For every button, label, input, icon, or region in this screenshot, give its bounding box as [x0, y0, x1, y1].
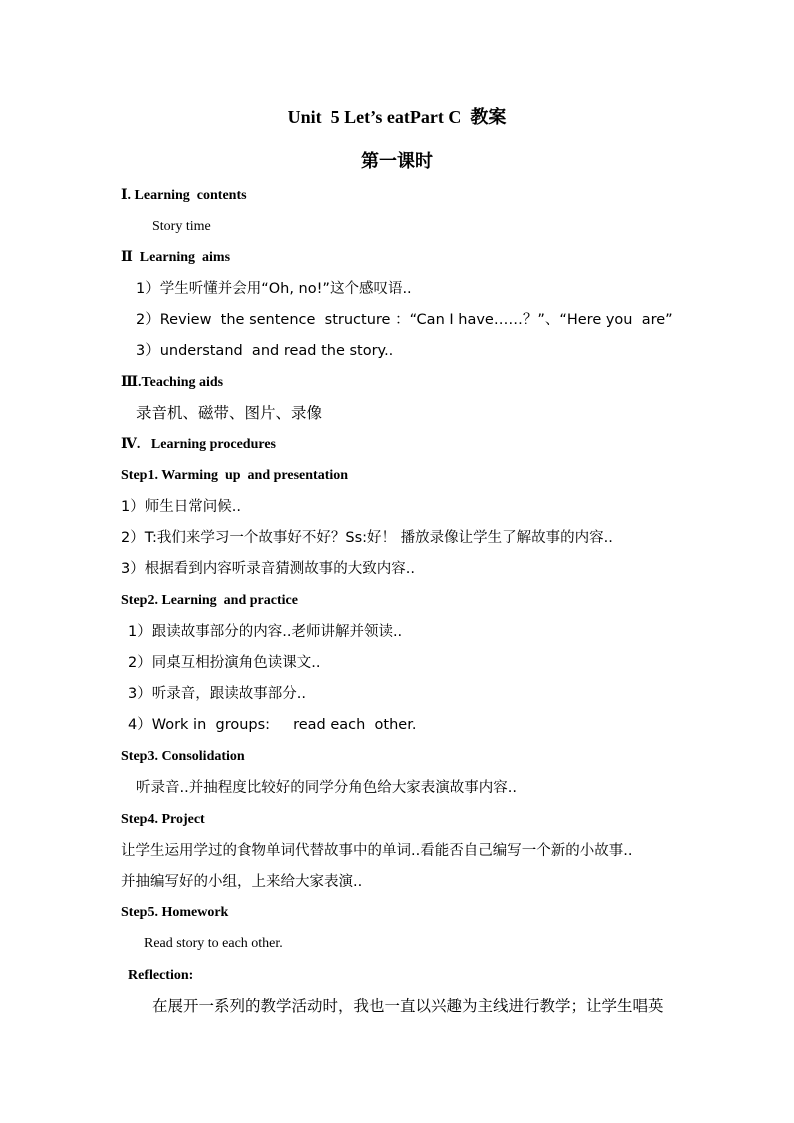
- step1-item-1: 1）师生日常问候..: [121, 499, 241, 515]
- section-heading-procedures: Ⅳ. Learning procedures: [121, 437, 276, 452]
- section-heading-aids: Ⅲ.Teaching aids: [121, 375, 224, 390]
- step3-text: 听录音..并抽程度比较好的同学分角色给大家表演故事内容..: [136, 780, 517, 796]
- step1-heading: Step1. Warming up and presentation: [121, 468, 349, 483]
- reflection-text: 在展开一系列的教学活动时，我也一直以兴趣为主线进行教学；让学生唱英: [152, 997, 664, 1015]
- step5-text: Read story to each other.: [144, 936, 283, 951]
- step2-item-3: 3）听录音，跟读故事部分..: [128, 686, 306, 702]
- aim-item-1: 1）学生听懂并会用“Oh, no!”这个感叹语..: [136, 281, 412, 297]
- aim-item-3: 3）understand and read the story..: [136, 343, 394, 359]
- contents-text: Story time: [152, 219, 211, 234]
- document-title: Unit 5 Let’s eatPart C 教案: [287, 107, 507, 127]
- aim-item-2: 2）Review the sentence structure ：“Can I have……？”、“Here you are”: [136, 312, 673, 328]
- step1-item-3: 3）根据看到内容听录音猜测故事的大致内容..: [121, 561, 415, 577]
- section-heading-contents: Ⅰ. Learning contents: [121, 188, 247, 203]
- step5-heading: Step5. Homework: [121, 905, 229, 920]
- step2-item-2: 2）同桌互相扮演角色读课文..: [128, 655, 321, 671]
- section-heading-aims: Ⅱ Learning aims: [121, 250, 231, 265]
- reflection-heading: Reflection:: [128, 968, 194, 983]
- lesson-subtitle: 第一课时: [361, 151, 433, 171]
- step4-text-2: 并抽编写好的小组，上来给大家表演..: [121, 874, 363, 890]
- step2-heading: Step2. Learning and practice: [121, 593, 298, 608]
- step4-text-1: 让学生运用学过的食物单词代替故事中的单词..看能否自己编写一个新的小故事..: [121, 843, 633, 859]
- step3-heading: Step3. Consolidation: [121, 749, 245, 764]
- step2-item-1: 1）跟读故事部分的内容..老师讲解并领读..: [128, 624, 403, 640]
- step1-item-2: 2）T:我们来学习一个故事好不好？Ss:好！ 播放录像让学生了解故事的内容..: [121, 530, 613, 546]
- step2-item-4: 4）Work in groups: read each other.: [128, 717, 417, 733]
- step4-heading: Step4. Project: [121, 812, 205, 827]
- aids-text: 录音机、磁带、图片、录像: [136, 404, 323, 422]
